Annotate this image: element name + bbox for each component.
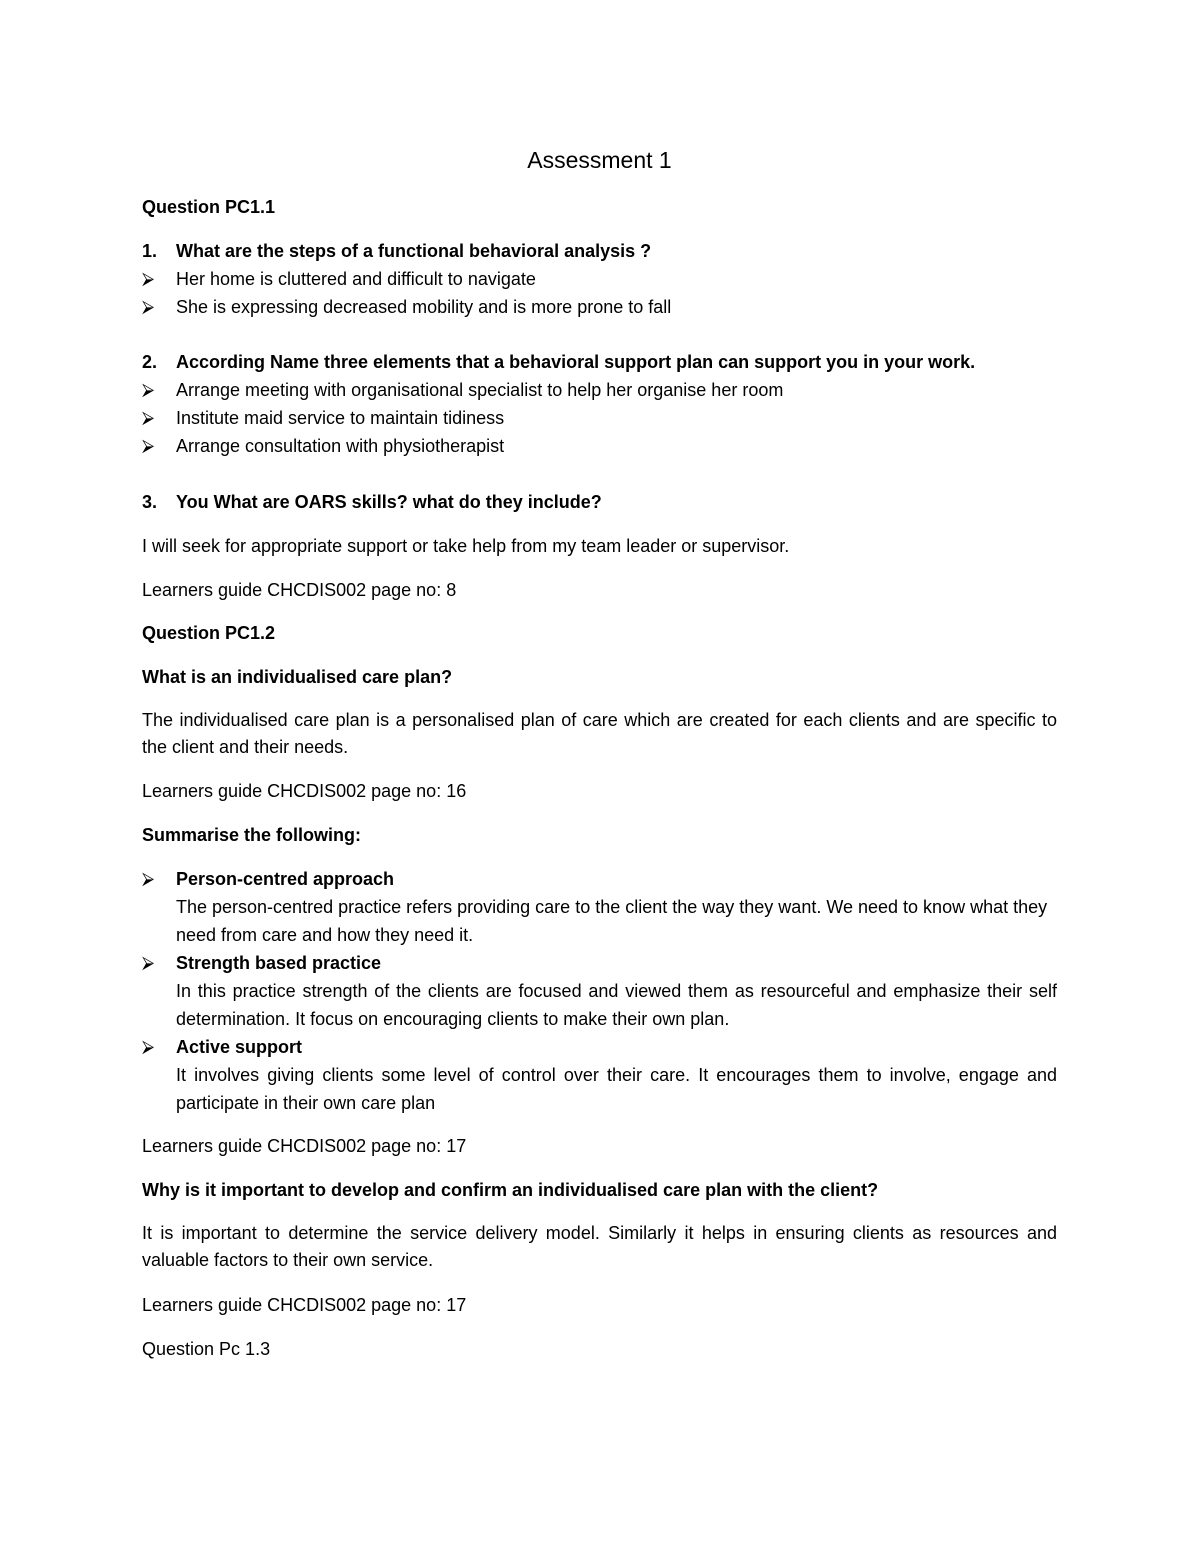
arrowhead-bullet-icon: ⮚ xyxy=(142,1037,155,1056)
item-title: Strength based practice xyxy=(176,953,382,973)
arrowhead-bullet-icon: ⮚ xyxy=(142,869,155,888)
question-text: What are the steps of a functional behavioral analysis ? xyxy=(176,241,652,261)
question-text: You What are OARS skills? what do they include? xyxy=(176,492,602,512)
question-number: 2. xyxy=(142,352,158,372)
arrowhead-bullet-icon: ⮚ xyxy=(142,380,155,399)
item-title: Person-centred approach xyxy=(176,869,395,889)
reference-text: Learners guide CHCDIS002 page no: 8 xyxy=(142,580,457,600)
item-body: It involves giving clients some level of control over their care. It encourages them to involve, engage and participate in their own care plan xyxy=(176,1065,1057,1113)
page-title: Assessment 1 xyxy=(527,147,672,173)
item-body: The person-centred practice refers providing care to the client the way they want. We need to know what they need from care and how they need it. xyxy=(176,897,1048,945)
bullet-text: Arrange consultation with physiotherapist xyxy=(176,436,505,456)
answer-text: I will seek for appropriate support or take help from my team leader or supervisor. xyxy=(142,536,790,556)
reference-text: Learners guide CHCDIS002 page no: 16 xyxy=(142,781,467,801)
section-heading-pc1-1: Question PC1.1 xyxy=(142,197,276,217)
arrowhead-bullet-icon: ⮚ xyxy=(142,436,155,455)
item-title: Active support xyxy=(176,1037,303,1057)
bullet-text: Institute maid service to maintain tidiness xyxy=(176,408,505,428)
question-text: Why is it important to develop and confirm an individualised care plan with the client? xyxy=(142,1180,879,1200)
summarise-heading: Summarise the following: xyxy=(142,825,362,845)
bullet-text: Arrange meeting with organisational specialist to help her organise her room xyxy=(176,380,784,400)
question-number: 1. xyxy=(142,241,158,261)
section-heading-pc1-2: Question PC1.2 xyxy=(142,623,276,643)
question-text: According Name three elements that a behavioral support plan can support you in your work. xyxy=(176,352,976,372)
reference-text: Learners guide CHCDIS002 page no: 17 xyxy=(142,1295,467,1315)
answer-text: It is important to determine the service delivery model. Similarly it helps in ensuring clients as resources and valuable factors to their own service. xyxy=(142,1223,1057,1270)
answer-text: The individualised care plan is a personalised plan of care which are created for each clients and are specific to the client and their needs. xyxy=(142,710,1057,757)
bullet-text: She is expressing decreased mobility and is more prone to fall xyxy=(176,297,672,317)
arrowhead-bullet-icon: ⮚ xyxy=(142,297,155,316)
item-body: In this practice strength of the clients are focused and viewed them as resourceful and emphasize their self determination. It focus on encouraging clients to make their own plan. xyxy=(176,981,1057,1029)
bullet-text: Her home is cluttered and difficult to navigate xyxy=(176,269,536,289)
arrowhead-bullet-icon: ⮚ xyxy=(142,408,155,427)
section-heading-pc1-3: Question Pc 1.3 xyxy=(142,1339,271,1359)
question-text: What is an individualised care plan? xyxy=(142,667,453,687)
arrowhead-bullet-icon: ⮚ xyxy=(142,269,155,288)
reference-text: Learners guide CHCDIS002 page no: 17 xyxy=(142,1136,467,1156)
question-number: 3. xyxy=(142,492,158,512)
arrowhead-bullet-icon: ⮚ xyxy=(142,953,155,972)
